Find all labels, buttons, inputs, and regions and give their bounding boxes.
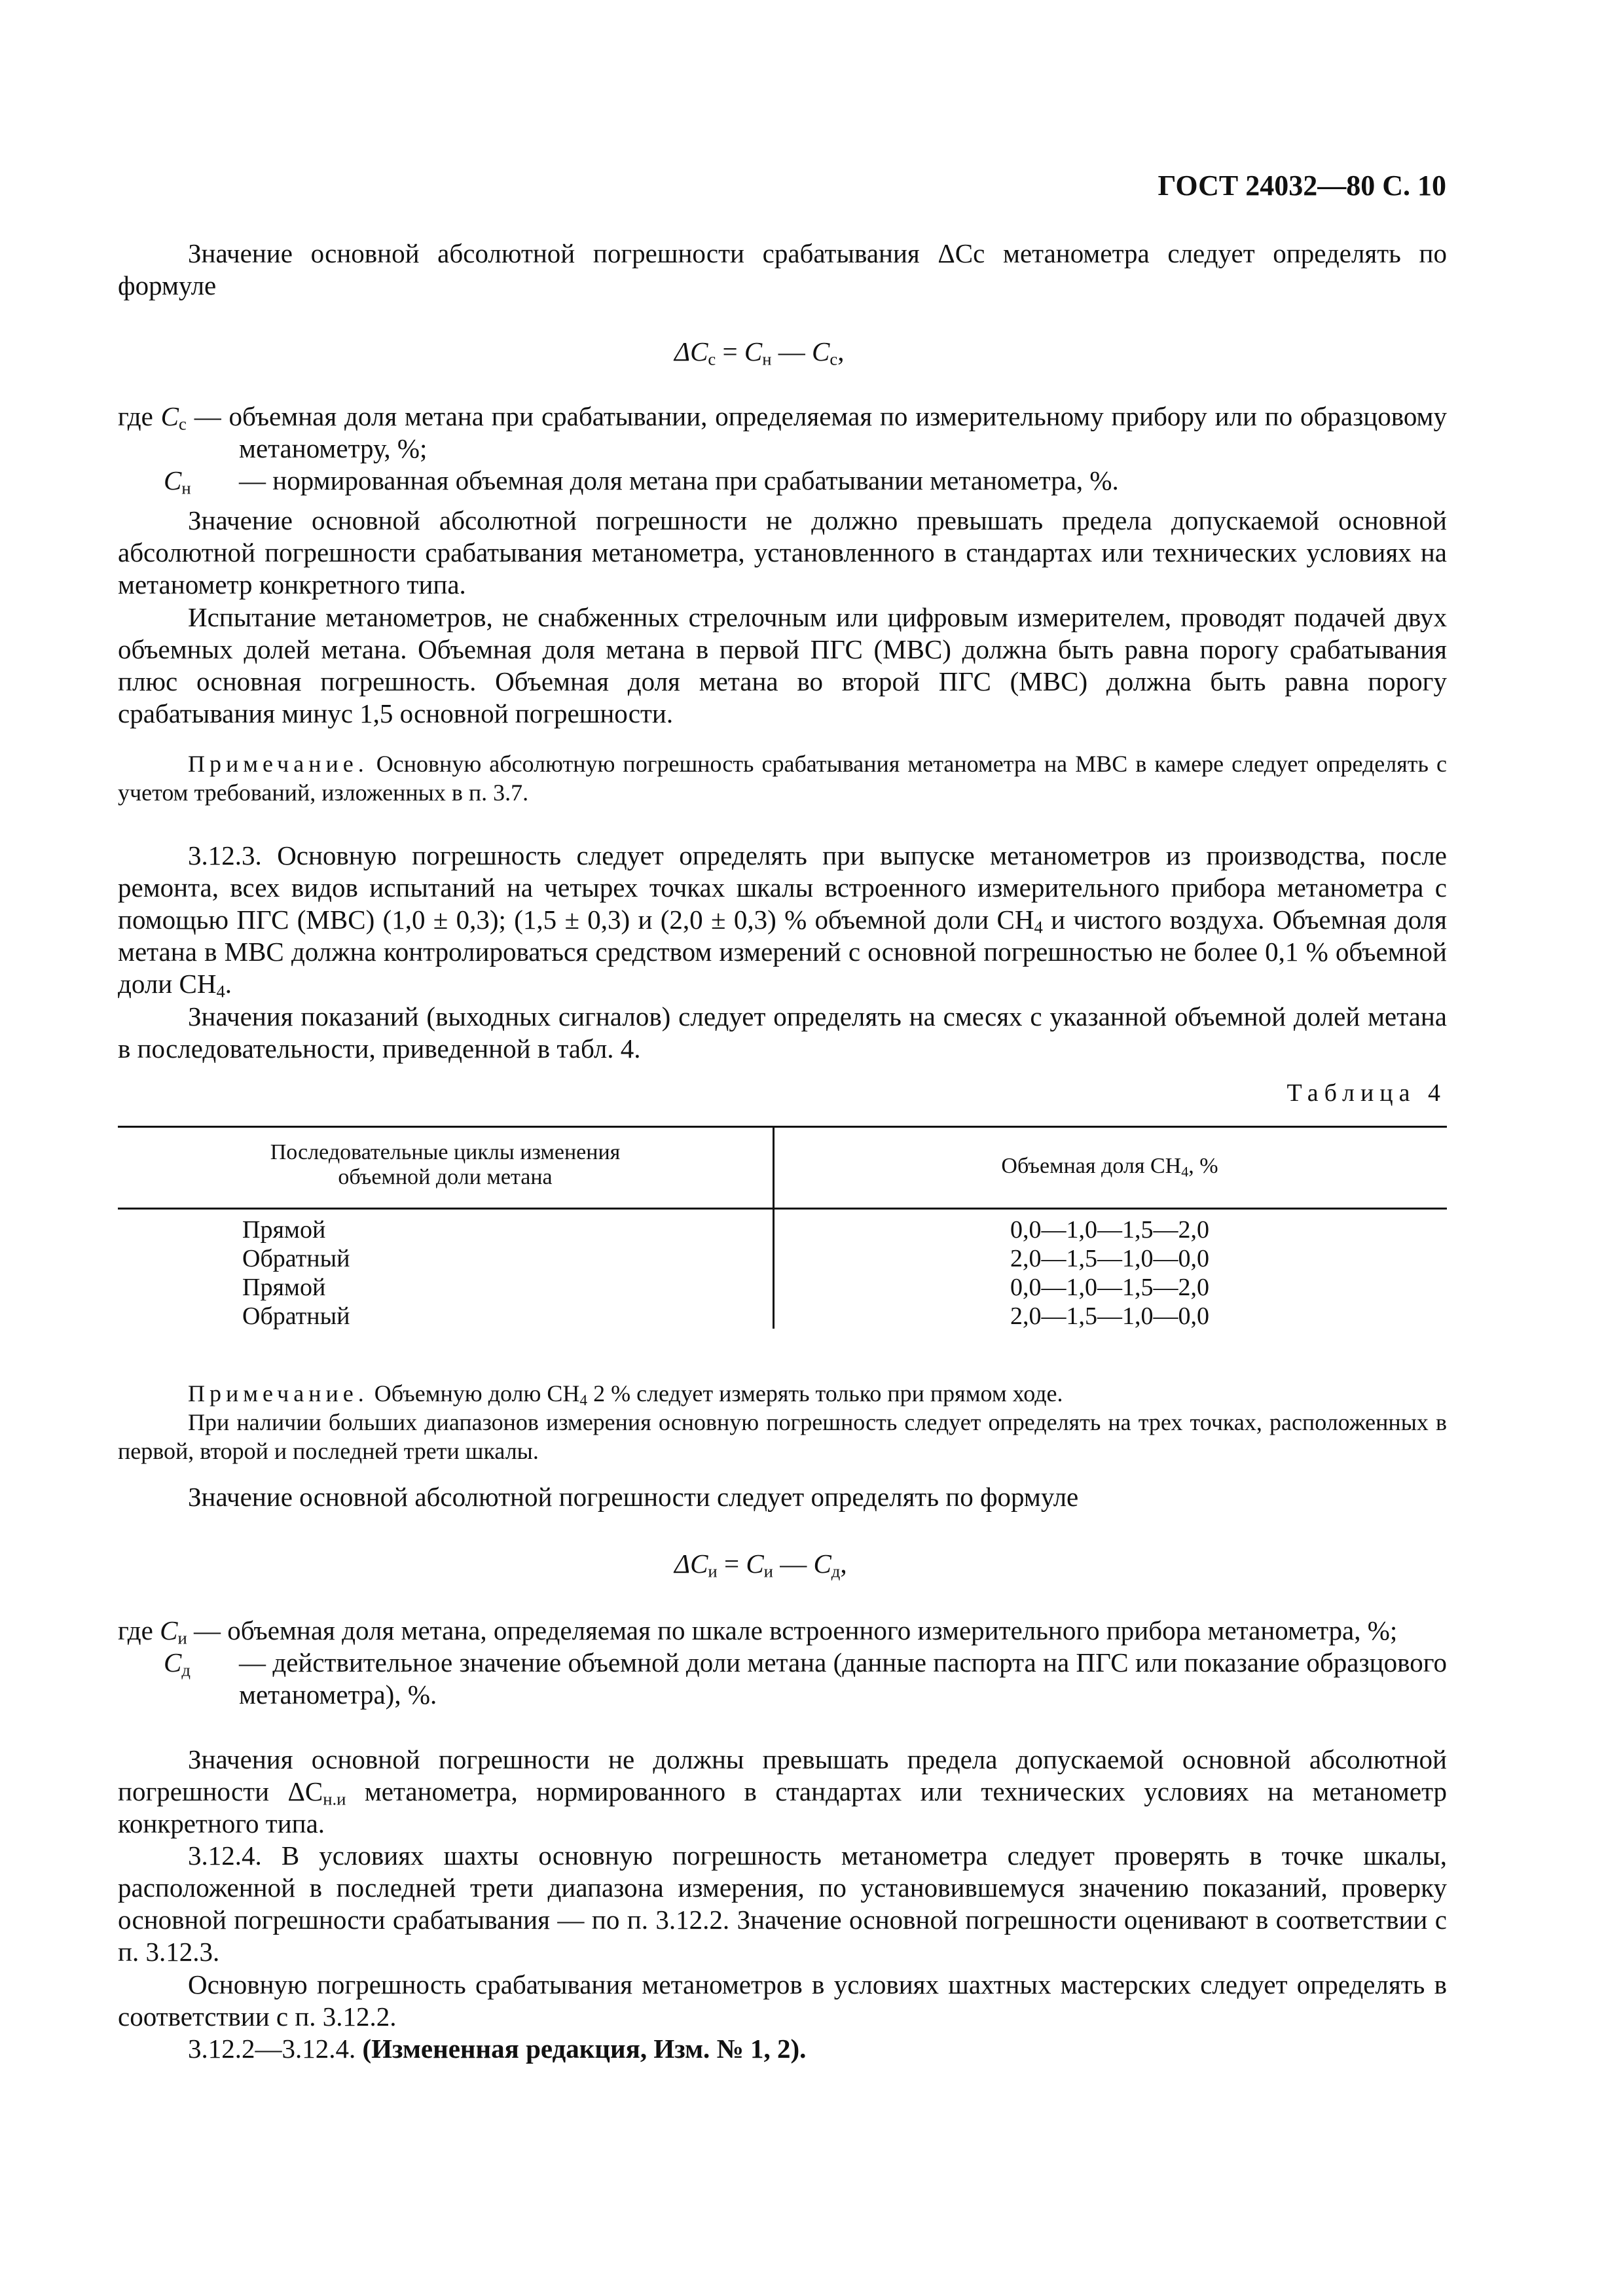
table-cell-cycle: Обратный <box>242 1245 350 1272</box>
note-label: Примечание. <box>188 1380 369 1407</box>
table-top-rule <box>118 1126 1447 1128</box>
note-text: Основную абсолютную погрешность срабатывания метанометра на МВС в камере следует определять с учетом требований, изложенных в п. 3.7. <box>118 751 1447 806</box>
legend-symbol: C <box>160 1615 178 1645</box>
note-2-continuation: При наличии больших диапазонов измерения основную погрешность следует определять на трех точках, расположенных в первой, второй и последней трети шкалы. <box>118 1409 1447 1464</box>
formula-subscript: с <box>830 349 838 369</box>
formula-punctuation: , <box>840 1549 847 1579</box>
formula-symbol: C <box>746 1549 764 1579</box>
formula-activation-error <box>674 336 844 367</box>
amendment-ref: 3.12.2—3.12.4. <box>188 2034 363 2064</box>
formula-main-error <box>674 1548 847 1579</box>
formula-symbol: ΔC <box>674 1549 708 1579</box>
subscript: 4 <box>216 981 225 1001</box>
table-cell-cycle: Прямой <box>242 1274 326 1301</box>
table-cell-cycle: Прямой <box>242 1216 326 1244</box>
paragraph-formula-intro-2: Значение основной абсолютной погрешности следует определять по формуле <box>188 1482 1079 1512</box>
note-text: 2 % следует измерять только при прямом ходе. <box>587 1380 1063 1407</box>
formula-symbol: C <box>744 336 763 367</box>
header-text: , % <box>1188 1154 1218 1178</box>
subscript: 4 <box>579 1391 588 1409</box>
legend-subscript: н <box>181 478 191 498</box>
subscript: 4 <box>1034 917 1043 937</box>
legend-symbol: C <box>164 465 182 495</box>
page-header: ГОСТ 24032—80 С. 10 <box>1158 170 1446 202</box>
formula-punctuation: , <box>837 336 845 367</box>
legend-text: — объемная доля метана, определяемая по шкале встроенного измерительного прибора метанометра, %; <box>187 1615 1398 1645</box>
table-cell-cycle: Обратный <box>242 1302 350 1330</box>
legend-text: — нормированная объемная доля метана при срабатывании метанометра, %. <box>239 465 1119 495</box>
table-cell-value: 0,0—1,0—1,5—2,0 <box>1010 1274 1209 1301</box>
table-header-fraction <box>773 1154 1447 1179</box>
paragraph-3-12-4: 3.12.4. В условиях шахты основную погрешность метанометра следует проверять в точке шкалы, расположенной в последней трети диапазона измерения, по установившемуся значению показаний, проверку основной погрешности срабатывания — по п. 3.12.2. Значение основной погрешности оценивают в соответствии с п. 3.12.3. <box>118 1840 1447 1967</box>
paragraph-text: . <box>225 969 232 999</box>
paragraph-test-procedure: Испытание метанометров, не снабженных стрелочным или цифровым измерителем, проводят подачей двух объемных долей метана. Объемная доля метана в первой ПГС (МВС) должна быть равна порогу срабатывания плюс основная погрешность. Объемная доля метана во второй ПГС (МВС) должна быть равна порогу срабатывания минус 1,5 основной погрешности. <box>118 602 1447 728</box>
subscript: н.и <box>323 1789 346 1809</box>
formula-subscript: д <box>831 1561 841 1581</box>
legend-symbol: C <box>164 1647 182 1677</box>
formula-operator: — <box>771 336 812 367</box>
formula-symbol: ΔC <box>674 336 708 367</box>
paragraph-readings: Значения показаний (выходных сигналов) следует определять на смесях с указанной объемной долей метана в последовательности, приведенной в табл. 4. <box>118 1001 1447 1064</box>
paragraph-text: 3.12.3. Основную погрешность следует определять при выпуске метанометров из производства, после ремонта, всех видов испытаний на четырех точках шкалы встроенного измерительного прибора метанометра с помощью ПГС (МВС) (1,0 ± 0,3); (1,5 ± 0,3) и (2,0 ± 0,3) % объемной доли СН <box>118 840 1447 935</box>
formula-subscript: н <box>762 349 772 369</box>
table-caption: Таблица 4 <box>1286 1079 1446 1107</box>
formula-subscript: и <box>708 1561 718 1581</box>
header-line: объемной доли метана <box>338 1165 553 1189</box>
legend-symbol: C <box>160 401 179 431</box>
formula-symbol: C <box>812 336 830 367</box>
legend-label <box>164 465 191 497</box>
legend-subscript: и <box>177 1628 187 1648</box>
legend-subscript: д <box>181 1660 191 1680</box>
table-cell-value: 2,0—1,5—1,0—0,0 <box>1010 1302 1209 1330</box>
formula-legend-2 <box>118 1615 1447 1711</box>
legend-text: — объемная доля метана при срабатывании, определяемая по измерительному прибору или по образцовому метанометру, %; <box>186 401 1447 463</box>
paragraph-text: Значения основной погрешности не должны превышать предела допускаемой основной абсолютной погрешности ΔC <box>118 1744 1447 1806</box>
legend-lead: где <box>118 401 161 431</box>
formula-operator: — <box>773 1549 814 1579</box>
formula-subscript: и <box>763 1561 773 1581</box>
formula-symbol: C <box>813 1549 831 1579</box>
table-cell-value: 0,0—1,0—1,5—2,0 <box>1010 1216 1209 1244</box>
paragraph-formula-intro: Значение основной абсолютной погрешности срабатывания ΔCс метанометра следует определять по формуле <box>118 238 1447 300</box>
header-subscript: 4 <box>1181 1163 1189 1180</box>
formula-operator: = <box>717 1549 746 1579</box>
paragraph-3-12-3 <box>118 840 1447 1000</box>
table-header-rule <box>118 1208 1447 1210</box>
note-1 <box>118 749 1447 807</box>
note-label: Примечание. <box>188 751 369 777</box>
table-cell-value: 2,0—1,5—1,0—0,0 <box>1010 1245 1209 1272</box>
paragraph-error-requirement <box>118 1744 1447 1840</box>
legend-row <box>118 401 1447 465</box>
note-2 <box>118 1379 1447 1408</box>
formula-operator: = <box>716 336 744 367</box>
formula-subscript: с <box>708 349 716 369</box>
paragraph-text: и чистого воздуха. Объемная доля метана в МВС должна контролироваться средством измерений с основной погрешностью не более 0,1 % объемной доли СН <box>118 905 1447 999</box>
paragraph-error-limit: Значение основной абсолютной погрешности не должно превышать предела допускаемой основной абсолютной погрешности срабатывания метанометра, установленного в стандартах или технических условиях на метанометр конкретного типа. <box>118 505 1447 600</box>
paragraph-text: метанометра, нормированного в стандартах или технических условиях на метанометр конкретного типа. <box>118 1776 1447 1839</box>
paragraph-amendment <box>118 2033 1447 2065</box>
legend-row <box>118 1615 1447 1647</box>
paragraph-workshop: Основную погрешность срабатывания метанометров в условиях шахтных мастерских следует определять в соответствии с п. 3.12.2. <box>118 1969 1447 2032</box>
formula-legend-1 <box>118 401 1447 497</box>
legend-label <box>164 1647 191 1679</box>
header-line: Последовательные циклы изменения <box>270 1140 621 1164</box>
header-text: Объемная доля СН <box>1001 1154 1182 1178</box>
legend-row <box>118 465 1447 497</box>
amendment-note: (Измененная редакция, Изм. № 1, 2). <box>362 2034 807 2064</box>
note-text: Объемную долю СН <box>368 1380 580 1407</box>
legend-text: — действительное значение объемной доли метана (данные паспорта на ПГС или показание образцового метанометра), %. <box>239 1647 1447 1710</box>
legend-row <box>118 1647 1447 1711</box>
table-header-cycles <box>118 1140 773 1190</box>
legend-lead: где <box>118 1615 160 1645</box>
legend-subscript: с <box>179 414 187 434</box>
